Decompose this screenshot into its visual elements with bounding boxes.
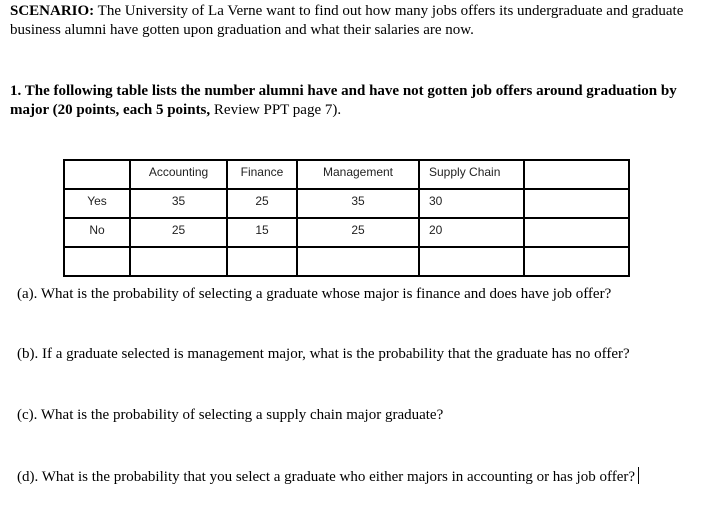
job-offers-table [63, 159, 630, 277]
table-cell: No [64, 218, 130, 247]
header-cell-supply-chain: Supply Chain [419, 160, 524, 189]
table-cell [297, 247, 419, 276]
table-cell: 35 [297, 189, 419, 218]
table-cell [524, 189, 629, 218]
table-cell [524, 247, 629, 276]
table-row-no [64, 218, 629, 247]
header-cell-management: Management [297, 160, 419, 189]
table-cell: 35 [130, 189, 227, 218]
table-cell: 15 [227, 218, 297, 247]
table-cell: 30 [419, 189, 524, 218]
table-cell [419, 247, 524, 276]
question-1-heading [10, 82, 700, 120]
scenario-paragraph [10, 2, 700, 40]
table-cell [130, 247, 227, 276]
part-d-line[interactable] [17, 467, 639, 487]
table-row-yes [64, 189, 629, 218]
part-d-question: (d). What is the probability that you select a graduate who either majors in accounting or has job offer? [17, 469, 636, 485]
table-cell: 25 [227, 189, 297, 218]
part-a-question: (a). What is the probability of selecting a graduate whose major is finance and does have job offer? [17, 286, 612, 302]
table-cell [227, 247, 297, 276]
text-cursor [638, 467, 639, 484]
scenario-text: The University of La Verne want to find out how many jobs offers its undergraduate and graduate business alumni have gotten upon graduation and what their salaries are now. [10, 3, 684, 38]
question-1-reference: Review PPT page 7). [210, 102, 342, 118]
header-cell-finance: Finance [227, 160, 297, 189]
table-cell [524, 218, 629, 247]
table-row-empty [64, 247, 629, 276]
table-cell: Yes [64, 189, 130, 218]
table-header-row [64, 160, 629, 189]
header-cell-empty-left [64, 160, 130, 189]
table-cell: 25 [130, 218, 227, 247]
header-cell-accounting: Accounting [130, 160, 227, 189]
part-b-question: (b). If a graduate selected is management major, what is the probability that the graduate has no offer? [17, 346, 630, 362]
table-cell [64, 247, 130, 276]
question-1-bold-text: 1. The following table lists the number alumni have and have not gotten job offers around graduation by major (20 points, each 5 points, [10, 83, 677, 118]
table-cell: 20 [419, 218, 524, 247]
part-c-question: (c). What is the probability of selecting a supply chain major graduate? [17, 407, 444, 423]
table-cell: 25 [297, 218, 419, 247]
header-cell-empty-right [524, 160, 629, 189]
scenario-label: SCENARIO: [10, 3, 95, 19]
